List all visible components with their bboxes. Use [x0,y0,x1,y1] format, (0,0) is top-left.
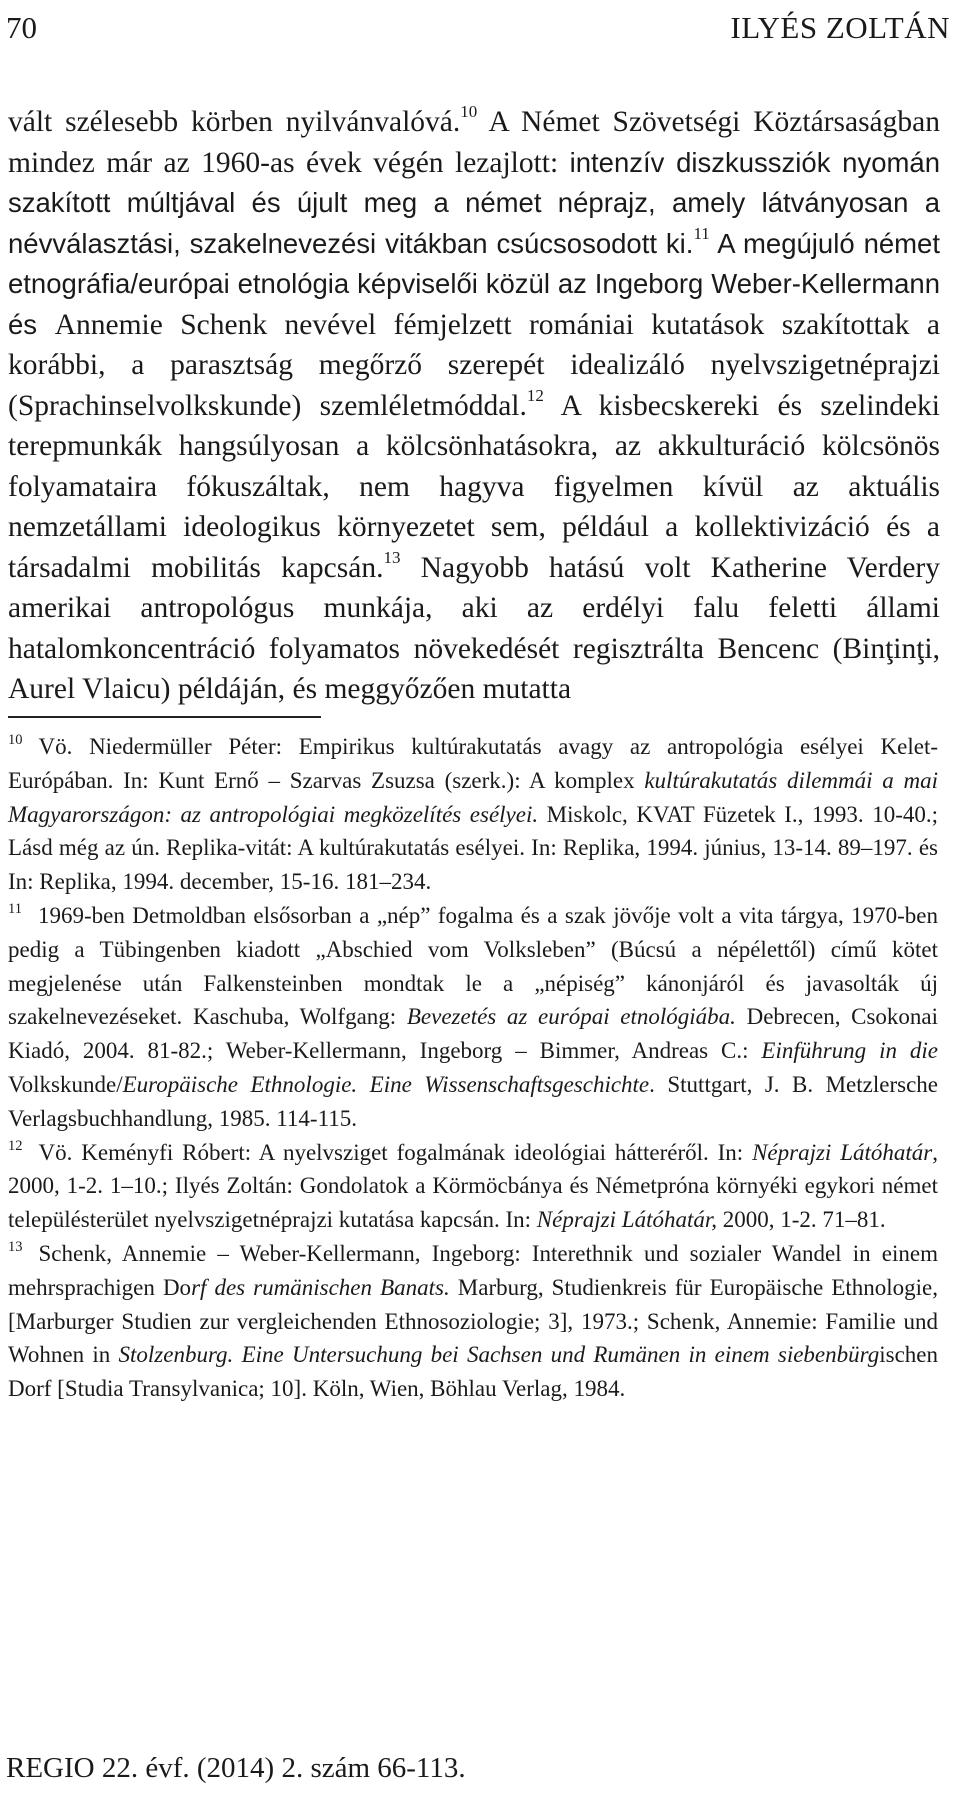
footnote-text: 2000, 1-2. 71–81. [717,1207,886,1233]
footnote-number: 13 [8,1238,23,1255]
footnote-italic-title: Stolzenburg. Eine Untersuchung bei Sachsen und Rumänen in einem siebenbürg [118,1342,880,1368]
footnote-text: 1969-ben Detmoldban elsősorban a „nép” fogalma és a szak jövője volt a vita tárgya, 1970-ben pedig a Tübingenben kiadott „Abschied vom Volksleben” (Búcsú a népélettől) című kötet megjelenése után Falkensteinben mondtak le a „népiség” kánonjáról és javasolták új szakelnevezéseket. Kaschuba, Wolfgang: [8,902,938,1030]
footnote-text: Volkskunde/ [8,1071,123,1097]
footnote-italic-title: Europäische Ethnologie. Eine Wissenschaftsgeschichte [122,1071,650,1097]
footnote-italic-title: Einführung in die [761,1038,938,1064]
footnote-text: , 2000, 1-2. 1–10.; Ilyés Zoltán: Gondolatok a Körmöcbánya és Németpróna környéki egykori német településterület nyelvszigetnéprajzi kutatása kapcsán. In: [8,1139,938,1233]
running-title: ILYÉS ZOLTÁN [730,10,950,45]
footnote-separator [8,716,321,718]
body-sentence: A Német Szövetségi Köztársaságban mindez már az 1960-as évek végén lezajlott: [8,106,940,179]
body-text [8,102,940,710]
footnote-text: Vö. Niedermüller Péter: Empirikus kultúrakutatás avagy az antropológia esélyei Kelet-Európában. In: Kunt Ernő – Szarvas Zsuzsa (szerk.): A komplex [8,734,938,793]
body-sentence: intenzív diszkussziók nyomán szakított múltjával és újult meg a német néprajz, amely látványosan a névválasztási, szakelnevezési vitákban csúcsosodott ki. [8,146,940,259]
journal-citation-footer: REGIO 22. évf. (2014) 2. szám 66-113. [6,1752,466,1784]
footnote-10 [8,730,938,899]
body-paragraph [8,102,940,710]
body-sentence: A megújuló német etnográfia/európai etnológia képviselői közül az Ingeborg Weber-Kellermann és [8,227,940,340]
footnote-11 [8,899,938,1136]
footnote-text: Schenk, Annemie – Weber-Kellermann, Ingeborg: Interethnik und sozialer Wandel in einem mehrsprachigen Do [8,1240,938,1300]
page-header [6,8,950,48]
body-sentence: vált szélesebb körben nyilvánvalóvá. [8,106,461,138]
footnote-ref-10[interactable]: 10 [460,102,478,121]
body-sentence: A kisbecskereki és szelindeki terepmunkák hangsúlyosan a kölcsönhatásokra, az akkulturáció kölcsönös folyamataira fókuszáltak, nem hagyva figyelmen kívül az aktuális nemzetállami ideologikus környezetet sem, például a kollektivizáció és a társadalmi mobilitás kapcsán. [8,389,940,584]
footnote-italic-title: Bevezetés az európai etnológiába. [406,1004,736,1030]
footnote-number: 12 [8,1137,23,1154]
page-number: 70 [6,10,37,45]
footnote-ref-11[interactable]: 11 [693,223,710,243]
footnote-ref-13[interactable]: 13 [383,547,401,567]
footnote-text: . Stuttgart, J. B. Metzlersche Verlagsbuchhandlung, 1985. 114-115. [8,1071,938,1131]
footnote-italic-title: rf des rumänischen Banats. [191,1274,450,1300]
footnote-13 [8,1237,938,1406]
body-sentence: Annemie Schenk nevével fémjelzett romániai kutatások szakítottak a korábbi, a parasztság megőrző szerepét idealizáló nyelvszigetnéprajzi (Sprachinselvolkskunde) szemléletmóddal. [8,308,940,422]
footnote-12 [8,1136,938,1237]
footnote-text: Debrecen, Csokonai Kiadó, 2004. 81-82.; Weber-Kellermann, Ingeborg – Bimmer, Andreas C.: [8,1004,939,1064]
footnote-italic-title: Néprajzi Látóhatár, [536,1207,718,1233]
body-sentence: Nagyobb hatású volt Katherine Verdery amerikai antropológus munkája, aki az erdélyi falu feletti állami hatalomkoncentráció folyamatos növekedését regisztrálta Bencenc (Binţinţi, Aurel Vlaicu) példáján, és meggyőzően mutatta [8,551,941,705]
footnote-number: 10 [8,732,23,748]
footnote-text: ischen Dorf [Studia Transylvanica; 10]. Köln, Wien, Böhlau Verlag, 1984. [8,1342,938,1402]
footnote-italic-title: kultúrakutatás dilemmái a mai Magyarországon: az antropológiai megközelítés esélyei. [8,767,938,827]
footnote-ref-12[interactable]: 12 [526,385,544,405]
footnote-text: Vö. Keményfi Róbert: A nyelvsziget fogalmának ideológiai hátteréről. In: [38,1139,753,1165]
footnotes [8,730,938,1406]
footnote-text: Miskolc, KVAT Füzetek I., 1993. 10-40.; Lásd még az ún. Replika-vitát: A kultúrakutatás esélyei. In: Replika, 1994. június, 13-14. 89–197. és In: Replika, 1994. december, 15-16. 181–234. [8,801,938,895]
footnote-number: 11 [8,900,22,917]
footnote-text: Marburg, Studienkreis für Europäische Ethnologie, [Marburger Studien zur vergleichenden Ethnosoziologie; 3], 1973.; Schenk, Annemie: Familie und Wohnen in [8,1274,938,1368]
footnote-italic-title: Néprajzi Látóhatár [752,1139,933,1165]
